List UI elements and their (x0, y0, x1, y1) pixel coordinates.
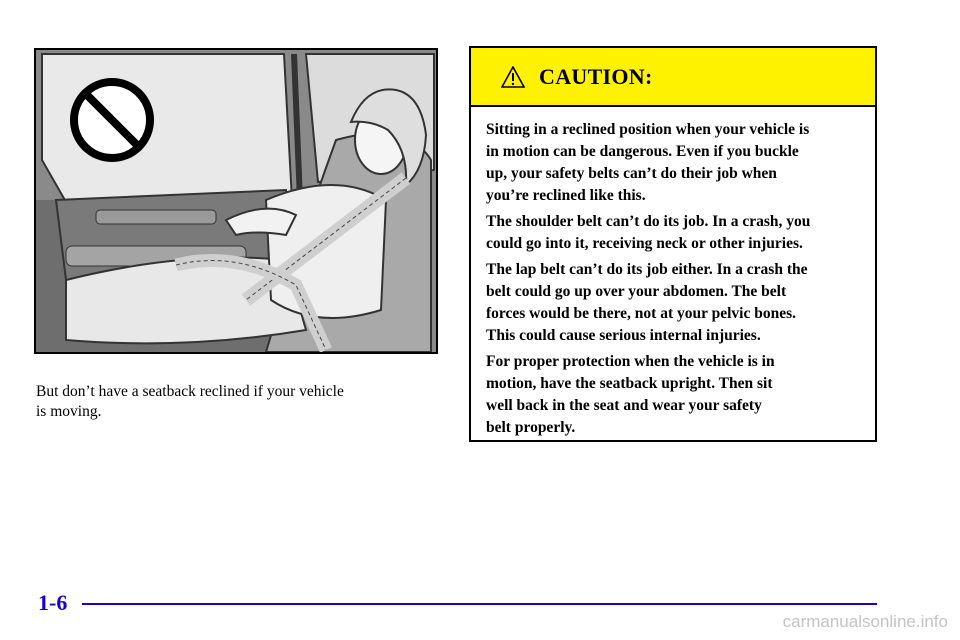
caution-line: in motion can be dangerous. Even if you buckle (486, 143, 799, 160)
caution-header (471, 48, 875, 107)
caution-line: motion, have the seatback upright. Then sit (486, 375, 773, 392)
warning-triangle-icon (501, 66, 525, 88)
caution-line: This could cause serious internal injuries. (486, 327, 761, 344)
caution-line: The lap belt can’t do its job either. In a crash the (486, 261, 808, 278)
prohibition-icon (74, 82, 150, 158)
body-paragraph (36, 382, 436, 422)
caution-line: belt could go up over your abdomen. The belt (486, 283, 787, 300)
footer-rule (82, 603, 877, 605)
body-line: is moving. (36, 403, 102, 420)
caution-line: you’re reclined like this. (486, 187, 646, 204)
body-line: But don’t have a seatback reclined if your vehicle (36, 383, 344, 400)
caution-paragraph (486, 211, 861, 255)
watermark[interactable]: carmanualsonline.info (782, 612, 948, 631)
caution-line: The shoulder belt can’t do its job. In a crash, you (486, 213, 811, 230)
caution-paragraph (486, 351, 861, 439)
illustration-drawing (36, 50, 436, 352)
reclined-passenger-illustration (34, 48, 438, 354)
caution-box (469, 46, 877, 442)
caution-title: CAUTION: (539, 63, 653, 89)
caution-line: For proper protection when the vehicle is in (486, 353, 775, 370)
caution-line: Sitting in a reclined position when your vehicle is (486, 121, 810, 138)
caution-paragraph (486, 119, 861, 207)
caution-line: belt properly. (486, 419, 576, 436)
caution-paragraph (486, 259, 861, 347)
page-number: 1-6 (38, 590, 68, 615)
caution-line: up, your safety belts can’t do their job when (486, 165, 777, 182)
caution-line: well back in the seat and wear your safety (486, 397, 762, 414)
caution-body (471, 107, 875, 439)
caution-line: could go into it, receiving neck or other injuries. (486, 235, 803, 252)
caution-line: forces would be there, not at your pelvic bones. (486, 305, 796, 322)
